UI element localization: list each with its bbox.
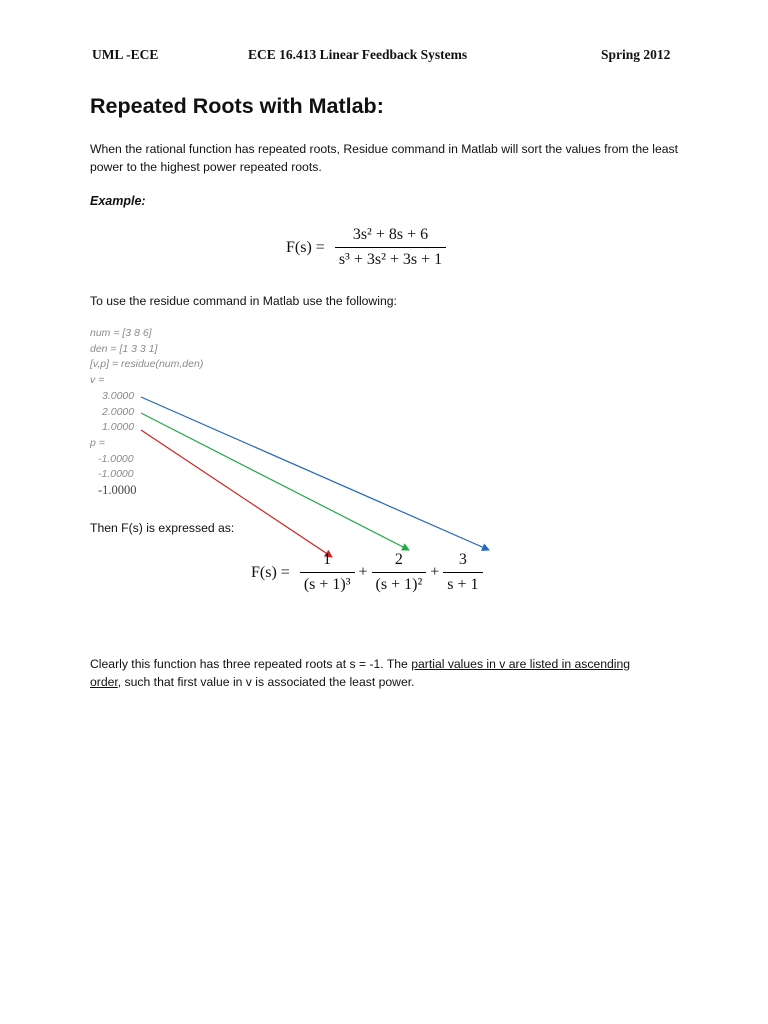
pole-value: -1.0000 bbox=[98, 452, 134, 465]
plus-sign: + bbox=[430, 563, 440, 581]
pole-value-last: -1.0000 bbox=[98, 483, 137, 498]
code-line: num = [3 8 6] bbox=[90, 327, 152, 339]
term-numerator: 3 bbox=[458, 551, 467, 568]
code-line-p: p = bbox=[90, 436, 105, 449]
intro-paragraph: When the rational function has repeated roots, Residue command in Matlab will sort the values from the least power to the highest power repeated roots. bbox=[90, 142, 679, 174]
arrow-residue-1 bbox=[141, 430, 332, 557]
term-denominator: (s + 1)³ bbox=[300, 572, 355, 594]
header-course-dept: UML -ECE bbox=[92, 47, 159, 62]
conclusion-text: Clearly this function has three repeated roots at s = -1. The bbox=[90, 657, 412, 671]
example-label: Example: bbox=[90, 194, 146, 208]
conclusion-text: , such that first value in v is associated the least power. bbox=[117, 675, 415, 689]
conclusion-underlined-text: partial values in v are listed in ascending order bbox=[90, 657, 631, 689]
equation-partial-fractions bbox=[251, 551, 483, 594]
equation-denominator: s³ + 3s² + 3s + 1 bbox=[335, 247, 446, 269]
term-numerator: 1 bbox=[323, 551, 332, 568]
code-line: [v,p] = residue(num,den) bbox=[90, 358, 204, 371]
code-line: den = [1 3 3 1] bbox=[90, 342, 158, 355]
equation-numerator: 3s² + 8s + 6 bbox=[352, 226, 429, 243]
then-text: Then F(s) is expressed as: bbox=[90, 521, 235, 535]
residue-value-3: 3.0000 bbox=[102, 389, 135, 402]
partial-fraction-term-2 bbox=[372, 551, 427, 594]
conclusion-paragraph bbox=[90, 655, 660, 691]
plus-sign: + bbox=[358, 563, 368, 581]
page-title: Repeated Roots with Matlab: bbox=[90, 94, 384, 118]
term-denominator: (s + 1)² bbox=[372, 572, 427, 594]
residue-value-2: 2.0000 bbox=[102, 405, 135, 418]
partial-fraction-term-1 bbox=[300, 551, 355, 594]
pole-value: -1.0000 bbox=[98, 468, 134, 481]
residue-value-1: 1.0000 bbox=[102, 421, 135, 434]
term-numerator: 2 bbox=[394, 551, 403, 568]
equation-lhs: F(s) = bbox=[286, 238, 325, 256]
partial-fraction-term-3 bbox=[443, 551, 482, 594]
instruction-text: To use the residue command in Matlab use the following: bbox=[90, 294, 397, 308]
header-course-title: ECE 16.413 Linear Feedback Systems bbox=[248, 47, 468, 62]
equation-lhs: F(s) = bbox=[251, 563, 290, 581]
header-semester: Spring 2012 bbox=[601, 47, 671, 62]
code-line: v = bbox=[90, 374, 105, 387]
term-denominator: s + 1 bbox=[443, 572, 482, 594]
